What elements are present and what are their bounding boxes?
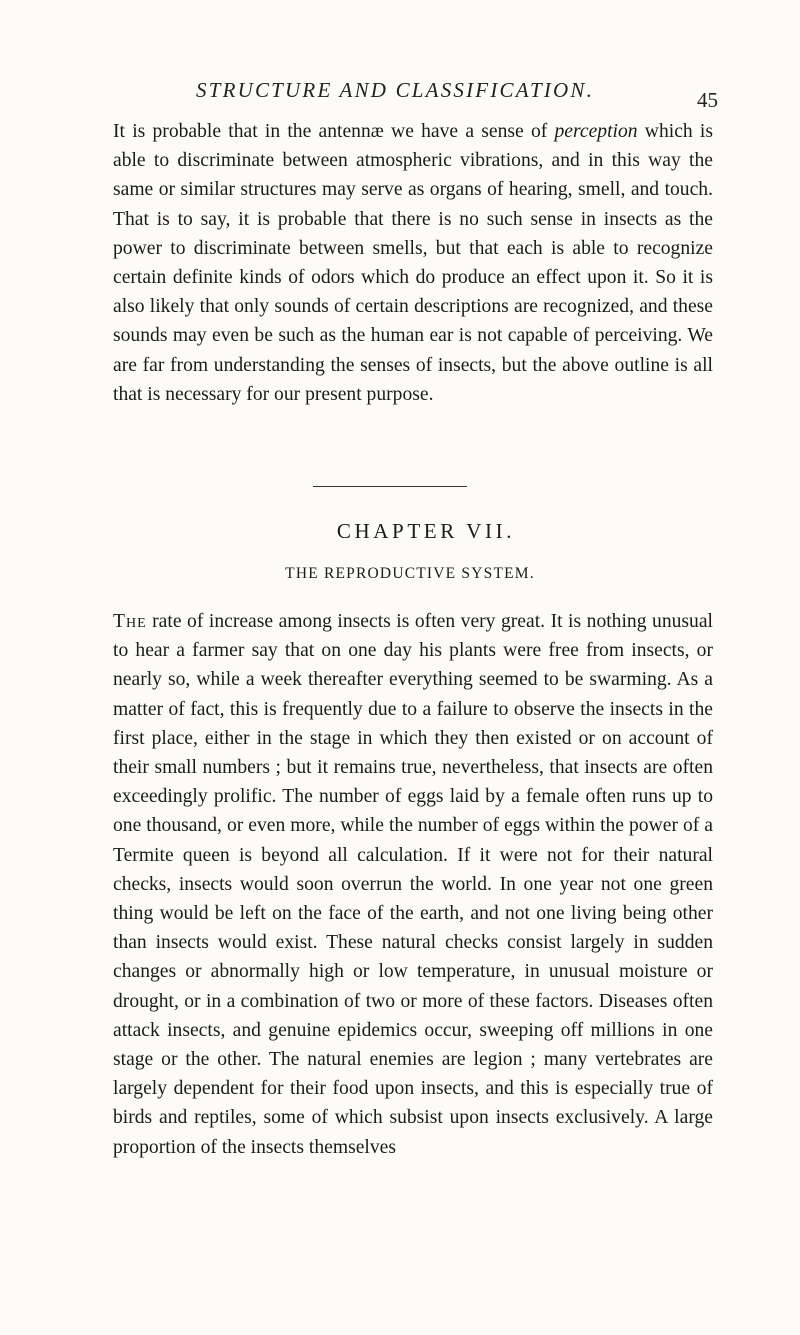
paragraph-body-text: rate of increase among insects is often very great. It is nothing unusual to hear a farmer say that on one day his plants were free from insects, or nearly so, while a week thereafter everything seemed to be swarming. As a matter of fact, this is frequently due to a failure to observe the insects in the first place, either in the stage in which they then existed or on account of their small numbers ; but it remains true, nevertheless, that insects are often exceedingly prolific. The number of eggs laid by a female often runs up to one thousand, or even more, while the number of eggs within the power of a Termite queen is beyond all calculation. If it were not for their natural checks, insects would soon overrun the world. In one year not one green thing would be left on the face of the earth, and not one living being other than insects would exist. These natural checks consist largely in sudden changes or abnormally high or low temperature, in unusual moisture or drought, or in a combination of two or more of these factors. Diseases often attack insects, and genuine epidemics occur, sweeping off millions in one stage or the other. The natural enemies are legion ; many vertebrates are largely dependent for their food upon insects, and this is especially true of birds and reptiles, some of which subsist upon insects exclusively. A large proportion of the insects themselves (113, 611, 713, 1158)
opening-word: The (113, 611, 147, 632)
section-divider (313, 486, 467, 487)
paragraph-senses (113, 117, 713, 409)
chapter-title (0, 565, 800, 583)
chapter-heading-text: CHAPTER VII. (336, 519, 516, 543)
paragraph-reproduction (113, 607, 713, 1162)
paragraph-lead-text: It is probable that in the antennæ we have a sense of (113, 121, 555, 142)
chapter-heading (0, 519, 800, 544)
chapter-title-text: THE REPRODUCTIVE SYSTEM. (285, 565, 535, 582)
paragraph-body-text: which is able to discriminate between atmospheric vibrations, and in this way the same or similar structures may serve as organs of hearing, smell, and touch. That is to say, it is probable that there is no such sense in insects as the power to discriminate between smells, but that each is able to recognize certain definite kinds of odors which do produce an effect upon it. So it is also likely that only sounds of certain descriptions are recognized, and these sounds may even be such as the human ear is not capable of perceiving. We are far from understanding the senses of insects, but the above outline is all that is necessary for our present purpose. (113, 121, 713, 405)
running-head: STRUCTURE AND CLASSIFICATION. (196, 78, 595, 102)
page-number: 45 (697, 88, 718, 112)
italic-term: perception (554, 121, 638, 142)
